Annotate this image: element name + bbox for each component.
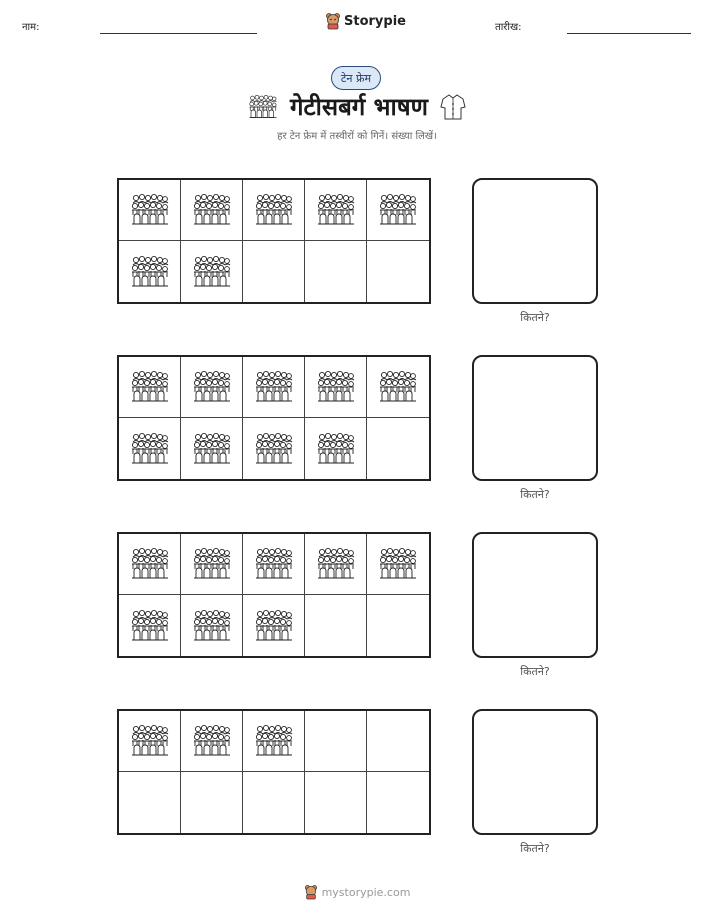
crowd-icon: [130, 432, 170, 466]
frame-cell: [181, 534, 243, 595]
frame-cell: [181, 772, 243, 833]
crowd-icon: [192, 547, 232, 581]
frame-cell: [243, 534, 305, 595]
frame-cell: [367, 418, 429, 479]
frame-cell: [119, 418, 181, 479]
crowd-icon: [378, 193, 418, 227]
frame-cell: [367, 180, 429, 241]
crowd-icon: [130, 724, 170, 758]
answer-box-3[interactable]: [472, 532, 598, 658]
crowd-icon: [254, 547, 294, 581]
footer-url: mystorypie.com: [321, 885, 411, 899]
topic-badge: टेन फ्रेम: [331, 66, 381, 90]
answer-box-2[interactable]: [472, 355, 598, 481]
crowd-icon: [130, 547, 170, 581]
brand-logo: [325, 12, 406, 30]
crowd-icon: [130, 193, 170, 227]
crowd-icon: [192, 609, 232, 643]
frame-cell: [119, 357, 181, 418]
frame-cell: [119, 711, 181, 772]
crowd-icon: [378, 370, 418, 404]
frame-cell: [367, 595, 429, 656]
frame-cell: [305, 772, 367, 833]
crowd-icon: [254, 432, 294, 466]
frame-cell: [119, 595, 181, 656]
frame-cell: [305, 534, 367, 595]
crowd-icon: [192, 432, 232, 466]
frame-cell: [181, 595, 243, 656]
crowd-icon: [378, 547, 418, 581]
frame-cell: [243, 772, 305, 833]
crowd-icon: [248, 94, 278, 120]
frame-cell: [243, 418, 305, 479]
frame-cell: [367, 711, 429, 772]
instructions: हर टेन फ्रेम में तस्वीरों को गिनें। संख्या लिखें।: [277, 131, 437, 142]
frame-cell: [243, 711, 305, 772]
answer-label-2: कितने?: [520, 488, 550, 501]
frame-cell: [181, 357, 243, 418]
frame-cell: [243, 180, 305, 241]
frame-cell: [119, 180, 181, 241]
ten-frame-2: [117, 355, 431, 481]
ten-frame-1: [117, 178, 431, 304]
frame-cell: [181, 241, 243, 302]
date-label: तारीख:: [495, 22, 522, 33]
frame-cell: [119, 534, 181, 595]
frame-cell: [243, 357, 305, 418]
frame-cell: [119, 772, 181, 833]
crowd-icon: [254, 609, 294, 643]
frame-cell: [367, 241, 429, 302]
crowd-icon: [254, 724, 294, 758]
frame-cell: [181, 180, 243, 241]
answer-label-1: कितने?: [520, 311, 550, 324]
crowd-icon: [130, 609, 170, 643]
frame-cell: [119, 241, 181, 302]
brand-name: Storypie: [344, 13, 406, 29]
coat-icon: [440, 93, 466, 121]
frame-cell: [305, 357, 367, 418]
crowd-icon: [192, 255, 232, 289]
name-label: नाम:: [22, 22, 40, 33]
crowd-icon: [254, 193, 294, 227]
answer-box-1[interactable]: [472, 178, 598, 304]
crowd-icon: [192, 724, 232, 758]
frame-cell: [367, 357, 429, 418]
frame-cell: [305, 180, 367, 241]
frame-cell: [367, 534, 429, 595]
crowd-icon: [316, 193, 356, 227]
ten-frame-3: [117, 532, 431, 658]
footer: [0, 884, 714, 900]
frame-cell: [305, 418, 367, 479]
page-title: गेटीसबर्ग भाषण: [290, 92, 428, 121]
crowd-icon: [192, 193, 232, 227]
crowd-icon: [316, 547, 356, 581]
frame-cell: [243, 595, 305, 656]
crowd-icon: [192, 370, 232, 404]
frame-cell: [181, 711, 243, 772]
frame-cell: [367, 772, 429, 833]
crowd-icon: [130, 370, 170, 404]
crowd-icon: [316, 432, 356, 466]
frame-cell: [181, 418, 243, 479]
answer-label-3: कितने?: [520, 665, 550, 678]
frame-cell: [305, 711, 367, 772]
frame-cell: [305, 595, 367, 656]
date-line[interactable]: [567, 33, 691, 34]
ten-frame-4: [117, 709, 431, 835]
title-row: [0, 90, 714, 123]
answer-label-4: कितने?: [520, 842, 550, 855]
answer-box-4[interactable]: [472, 709, 598, 835]
bear-icon: [304, 884, 318, 900]
crowd-icon: [130, 255, 170, 289]
crowd-icon: [316, 370, 356, 404]
name-line[interactable]: [100, 33, 257, 34]
crowd-icon: [254, 370, 294, 404]
frame-cell: [305, 241, 367, 302]
frame-cell: [243, 241, 305, 302]
bear-icon: [325, 12, 341, 30]
